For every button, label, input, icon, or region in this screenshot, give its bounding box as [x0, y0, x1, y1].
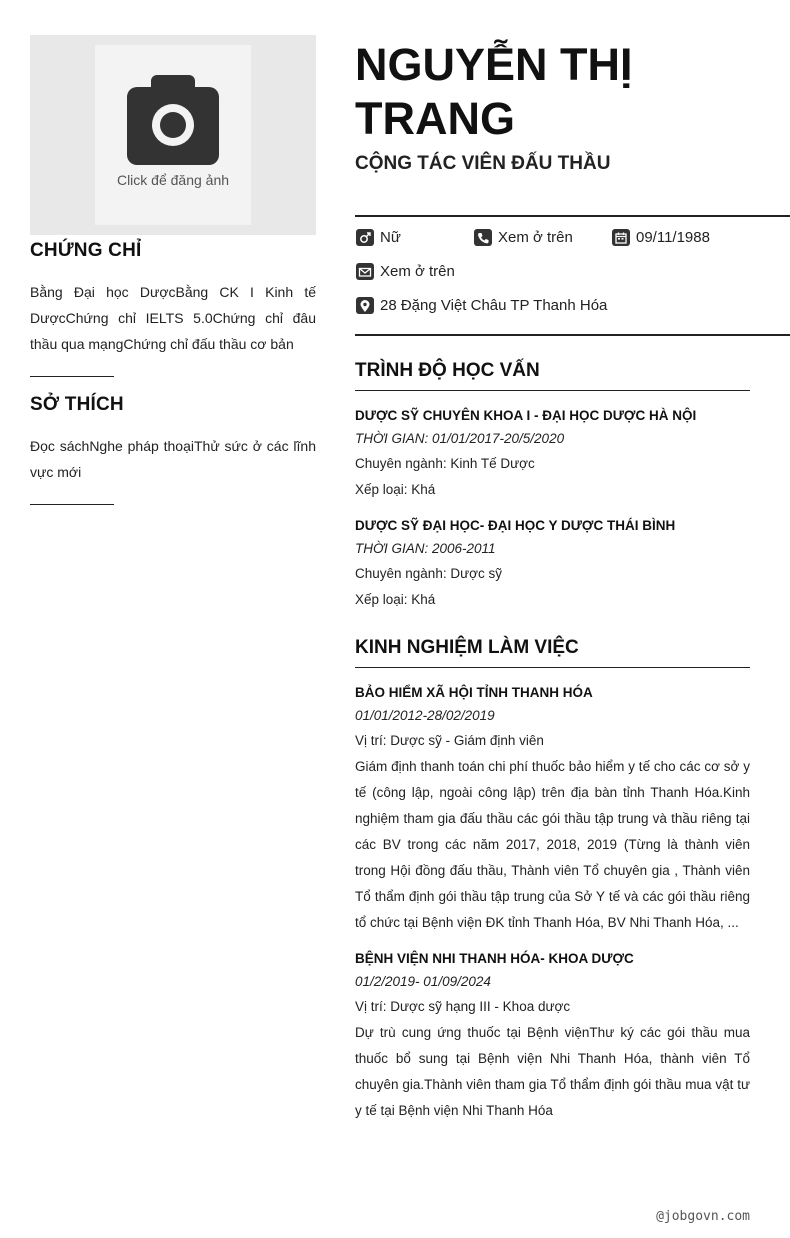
education-time: THỜI GIAN: 2006-2011	[355, 541, 496, 556]
experience-description: Giám định thanh toán chi phí thuốc bảo hiểm y tế cho các cơ sở y tế (công lập, ngoài công lập) trên địa bàn tỉnh Thanh Hóa.Kinh nghiệm tham gia đấu thầu các gói thầu tập trung và thầu riêng tại các BV trong các năm 2017, 2018, 2019 (Từng là thành viên trong Hội đồng đấu thầu, Thành viên Tổ chuyên gia , Thành viên Tổ thẩm định gói thầu tập trung của Sở Y tế và các gói thầu riêng tổ chức tại Bệnh viện ĐK tỉnh Thanh Hóa, BV Nhi Thanh Hóa, ...	[355, 759, 750, 930]
hobbies-title: SỞ THÍCH	[30, 394, 124, 415]
education-entry	[355, 405, 750, 503]
education-entry	[355, 515, 750, 613]
address-value: 28 Đặng Việt Châu TP Thanh Hóa	[380, 297, 608, 314]
certificates-title: CHỨNG CHỈ	[30, 240, 142, 261]
gender-icon	[356, 229, 374, 246]
experience-company: BẢO HIỂM XÃ HỘI TỈNH THANH HÓA	[355, 685, 593, 700]
education-school: DƯỢC SỸ CHUYÊN KHOA I - ĐẠI HỌC DƯỢC HÀ NỘI	[355, 408, 697, 423]
job-title: CỘNG TÁC VIÊN ĐẤU THẦU	[355, 153, 611, 174]
experience-position: Vị trí: Dược sỹ hạng III - Khoa dược	[355, 999, 571, 1014]
phone-icon	[474, 229, 492, 246]
email-icon	[356, 263, 374, 280]
photo-caption: Click để đăng ảnh	[116, 172, 230, 188]
education-title: TRÌNH ĐỘ HỌC VẤN	[355, 360, 750, 391]
education-school: DƯỢC SỸ ĐẠI HỌC- ĐẠI HỌC Y DƯỢC THÁI BÌNH	[355, 518, 676, 533]
experience-time: 01/01/2012-28/02/2019	[355, 708, 495, 723]
info-gender	[356, 229, 401, 246]
info-birthday	[612, 229, 710, 246]
hobbies-text: Đọc sáchNghe pháp thoạiThử sức ở các lĩnh vực mới	[30, 438, 316, 480]
email-value: Xem ở trên	[380, 263, 455, 280]
experience-time: 01/2/2019- 01/09/2024	[355, 974, 491, 989]
left-column	[30, 240, 316, 522]
photo-upload-area[interactable]	[30, 35, 316, 235]
camera-icon	[125, 71, 221, 165]
photo-placeholder[interactable]	[95, 45, 251, 225]
experience-entry	[355, 682, 750, 936]
certificates-text: Bằng Đại học DượcBằng CK I Kinh tế DượcChứng chỉ IELTS 5.0Chứng chỉ đâu thầu qua mạngChứng chỉ đấu thầu cơ bản	[30, 284, 316, 352]
gender-value: Nữ	[380, 229, 401, 246]
education-time: THỜI GIAN: 01/01/2017-20/5/2020	[355, 431, 565, 446]
experience-entry	[355, 948, 750, 1124]
right-column	[355, 360, 750, 1136]
phone-value: Xem ở trên	[498, 229, 573, 246]
location-pin-icon	[356, 297, 374, 314]
experience-description: Dự trù cung ứng thuốc tại Bệnh việnThư ký các gói thầu mua thuốc bổ sung tại Bệnh viện Nhi Thanh Hóa, thành viên Tổ chuyên gia.Thành viên tham gia Tổ thẩm định gói thầu mua vật tư y tế tại Bệnh viện Nhi Thanh Hóa	[355, 1025, 750, 1118]
education-grade: Xếp loại: Khá	[355, 482, 436, 497]
experience-position: Vị trí: Dược sỹ - Giám định viên	[355, 733, 544, 748]
education-grade: Xếp loại: Khá	[355, 592, 436, 607]
info-email	[356, 263, 455, 280]
info-address	[356, 297, 607, 314]
experience-company: BỆNH VIỆN NHI THANH HÓA- KHOA DƯỢC	[355, 951, 634, 966]
calendar-icon	[612, 229, 630, 246]
candidate-name: NGUYỄN THỊ TRANG	[355, 39, 633, 144]
footer-watermark: @jobgovn.com	[656, 1209, 750, 1224]
birthday-value: 09/11/1988	[636, 229, 710, 246]
education-major: Chuyên ngành: Dược sỹ	[355, 566, 502, 581]
divider	[30, 376, 114, 377]
info-divider-top	[355, 215, 790, 217]
experience-title: KINH NGHIỆM LÀM VIỆC	[355, 637, 750, 668]
info-phone	[474, 229, 573, 246]
education-major: Chuyên ngành: Kinh Tế Dược	[355, 456, 535, 471]
divider	[30, 504, 114, 505]
info-divider-bottom	[355, 334, 790, 336]
